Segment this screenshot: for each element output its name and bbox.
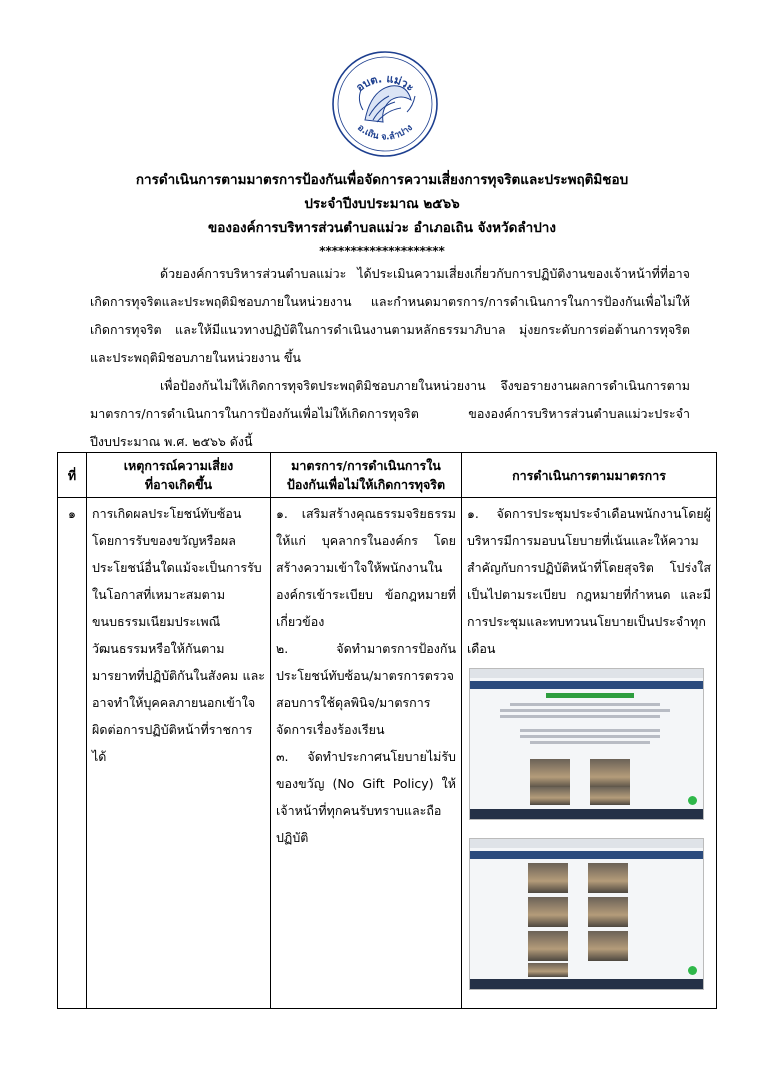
- table-row: [58, 498, 717, 1009]
- intro-text: [90, 260, 690, 456]
- header-risk-line2: ที่อาจเกิดขึ้น: [144, 477, 213, 492]
- header-measure: [271, 453, 462, 498]
- row-number: ๑: [58, 498, 87, 1009]
- measure-item-2: ๒. จัดทำมาตรการป้องกันประโยชน์ทับซ้อน/มาตรการตรวจสอบการใช้ดุลพินิจ/มาตรการ จัดการเรื่องร้องเรียน: [276, 641, 456, 737]
- intro-paragraph-2: เพื่อป้องกันไม่ให้เกิดการทุจริตประพฤติมิชอบภายในหน่วยงาน จึงขอรายงานผลการดำเนินการตามมาตรการ/การดำเนินการในการป้องกันเพื่อไม่ให้เกิดการทุจริต ขององค์การบริหารส่วนตำบลแม่วะประจำปีงบประมาณ พ.ศ. ๒๕๖๖ ดังนี้: [90, 378, 690, 449]
- svg-text:อ.เถิน จ.ลำปาง: [355, 123, 415, 143]
- header-measure-line1: มาตรการ/การดำเนินการใน: [291, 458, 441, 473]
- seal-bottom-text: อ.เถิน จ.ลำปาง: [355, 123, 415, 143]
- stars-divider: ********************: [319, 244, 445, 258]
- table-header-row: [58, 453, 717, 498]
- intro-paragraph-1: ด้วยองค์การบริหารส่วนตำบลแม่วะ ได้ประเมินความเสี่ยงเกี่ยวกับการปฏิบัติงานของเจ้าหน้าที่ที่อาจเกิดการทุจริตและประพฤติมิชอบภายในหน่วยงาน และกำหนดมาตรการ/การดำเนินการในการป้องกันเพื่อไม่ให้เกิดการทุจริต และให้มีแนวทางปฏิบัติในการดำเนินงานตามหลักธรรมาภิบาล มุ่งยกระดับการต่อต้านการทุจริตและประพฤติมิชอบภายในหน่วยงาน ขึ้น: [90, 266, 690, 365]
- header-risk-line1: เหตุการณ์ความเสี่ยง: [123, 458, 234, 473]
- seal-top-text: อบต. แม่วะ: [353, 72, 417, 95]
- measure-cell: [271, 498, 462, 1009]
- risk-cell: การเกิดผลประโยชน์ทับซ้อน โดยการรับของขวัญหรือผลประโยชน์อื่นใดแม้จะเป็นการรับในโอกาสที่เหมาะสมตามขนบธรรมเนียมประเพณีวัฒนธรรมหรือให้กันตามมารยาทที่ปฏิบัติกันในสังคม และอาจทำให้บุคคลภายนอกเข้าใจผิดต่อการปฏิบัติหน้าที่ราชการได้: [87, 498, 271, 1009]
- document-title: การดำเนินการตามมาตรการป้องกันเพื่อจัดการความเสี่ยงการทุจริตและประพฤติมิชอบ: [135, 172, 629, 188]
- organization-heading: ขององค์การบริหารส่วนตำบลแม่วะ อำเภอเถิน จังหวัดลำปาง: [208, 220, 556, 236]
- header-risk: [87, 453, 271, 498]
- result-text: ๑. จัดการประชุมประจำเดือนพนักงานโดยผู้บริหารมีการมอบนโยบายที่เน้นและให้ความสำคัญกับการปฏิบัติหน้าที่โดยสุจริต โปร่งใสเป็นไปตามระเบียบ กฎหมายที่กำหนด และมีการประชุมและทบทวนนโยบายเป็นประจำทุกเดือน: [467, 506, 711, 656]
- header-no: ที่: [58, 453, 87, 498]
- organization-seal-logo: [331, 50, 439, 158]
- header-measure-line2: ป้องกันเพื่อไม่ให้เกิดการทุจริต: [286, 477, 446, 492]
- header-result: การดำเนินการตามมาตรการ: [462, 453, 717, 498]
- meeting-screenshot-1: [469, 668, 704, 820]
- measure-item-3: ๓. จัดทำประกาศนโยบายไม่รับของขวัญ (No Gift Policy) ให้เจ้าหน้าที่ทุกคนรับทราบและถือปฏิบัติ: [276, 749, 456, 845]
- result-cell: [462, 498, 717, 1009]
- fiscal-year-heading: ประจำปีงบประมาณ ๒๕๖๖: [304, 196, 460, 212]
- measures-table: [57, 452, 717, 1009]
- meeting-screenshot-2: [469, 838, 704, 990]
- measure-item-1: ๑. เสริมสร้างคุณธรรมจริยธรรม ให้แก่ บุคลากรในองค์กร โดยสร้างความเข้าใจให้พนักงานในองค์กรเข้าระเบียบ ข้อกฎหมายที่เกี่ยวข้อง: [276, 506, 456, 629]
